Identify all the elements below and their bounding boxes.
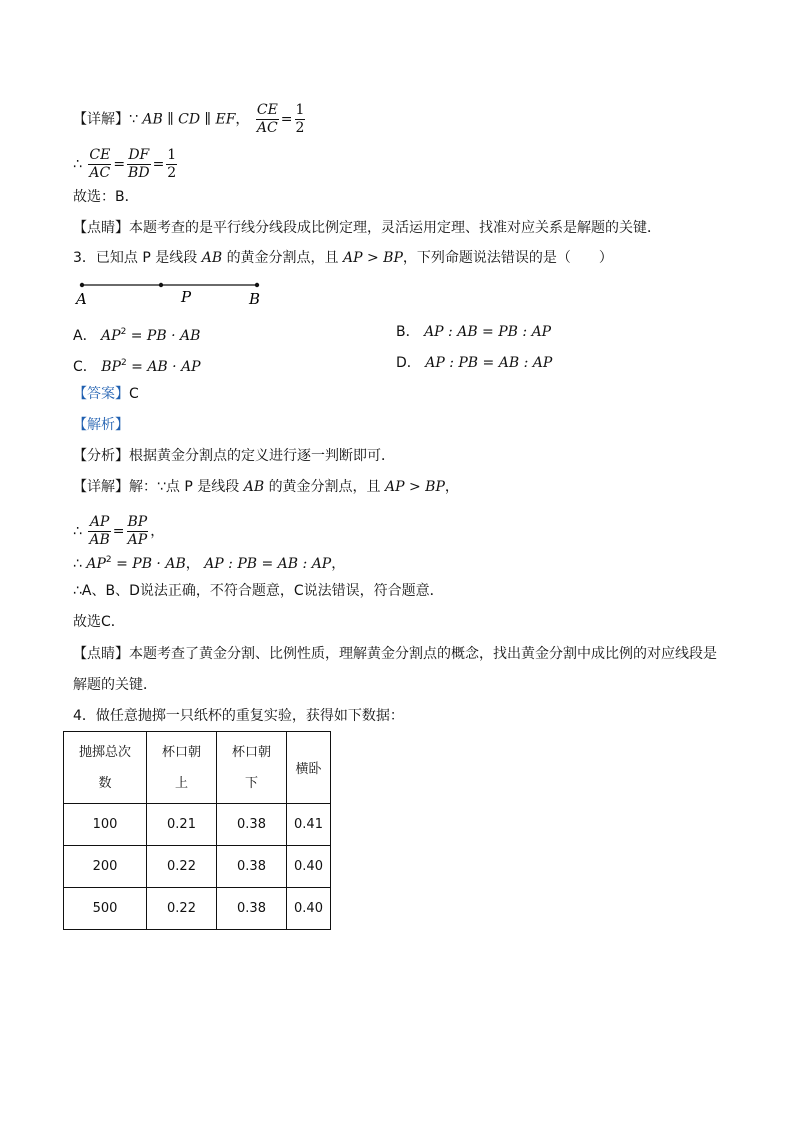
table-cell: 200 [64, 846, 147, 888]
table-row [64, 804, 331, 846]
fraction-half: $\frac{1}{2}$ [167, 147, 177, 181]
fraction-bp-ap: $\frac{BP}{AP}$ [127, 514, 148, 548]
table-cell: 0.38 [217, 888, 287, 930]
analysis-tag: 【解析】 [73, 417, 129, 433]
detail-line-q3: 【详解】解：∵点 P 是线段 AB 的黄金分割点，且 AP > BP， [73, 479, 459, 495]
table-cell: 0.38 [217, 804, 287, 846]
table-cell: 0.21 [147, 804, 217, 846]
question-4-prompt: 4．做任意抛掷一只纸杯的重复实验，获得如下数据： [73, 708, 404, 724]
conclusion-line: ∴A、B、D说法正确，不符合题意，C说法错误，符合题意． [73, 583, 444, 599]
comment-line-1: 【点睛】本题考查的是平行线分线段成比例定理，灵活运用定理、找准对应关系是解题的关键． [73, 220, 661, 236]
table-cell: 0.40 [287, 846, 331, 888]
therefore-line-1: ∴ $\frac{CE}{AC}$ = $\frac{DF}{BD}$ = $\frac{1}{2}$ [73, 147, 177, 181]
point-p [159, 283, 163, 287]
header-mouth-up: 杯口朝 上 [147, 732, 217, 804]
choose-line-2: 故选C． [73, 614, 125, 630]
table-header-row [64, 732, 331, 804]
table-cell: 0.22 [147, 846, 217, 888]
comment-line-2a: 【点睛】本题考查了黄金分割、比例性质，理解黄金分割点的概念，找出黄金分割中成比例的对应线段是 [73, 646, 717, 662]
analysis-line: 【分析】根据黄金分割点的定义进行逐一判断即可． [73, 448, 395, 464]
label-p: P [181, 288, 192, 306]
data-table [63, 731, 331, 930]
table-cell: 0.41 [287, 804, 331, 846]
option-a: A． $AP^2$ = PB · AB [73, 327, 201, 344]
fraction-df-bd: $\frac{DF}{BD}$ [128, 147, 150, 181]
comment-line-2b: 解题的关键． [73, 677, 157, 693]
table-row [64, 888, 331, 930]
answer-line: 【答案】C [73, 386, 139, 402]
option-b: B． AP : AB = PB : AP [396, 324, 552, 340]
table-cell: 500 [64, 888, 147, 930]
option-d: D． AP : PB = AB : AP [396, 355, 553, 371]
detail-tag: 【详解】 [73, 111, 129, 128]
fraction-ce-ac: $\frac{CE}{AC}$ [89, 147, 111, 181]
header-mouth-down: 杯口朝 下 [217, 732, 287, 804]
table-row [64, 846, 331, 888]
table-cell: 0.22 [147, 888, 217, 930]
table-cell: 100 [64, 804, 147, 846]
table-cell: 0.40 [287, 888, 331, 930]
point-b [255, 283, 259, 287]
fraction-ap-ab: $\frac{AP}{AB}$ [89, 514, 110, 548]
option-c: C． $BP^2$ = AB · AP [73, 358, 201, 375]
choose-line-1: 故选：B． [73, 189, 139, 205]
header-total-throws: 抛掷总次 数 [64, 732, 147, 804]
point-a [80, 283, 84, 287]
header-lying: 横卧 [287, 732, 331, 804]
question-3-prompt: 3．已知点 P 是线段 AB 的黄金分割点，且 AP > BP，下列命题说法错误的是（ ） [73, 250, 613, 266]
label-a: A [76, 290, 87, 308]
therefore-equation-line: ∴ $AP^2$ = PB · AB， AP : PB = AB : AP， [73, 555, 346, 572]
label-b: B [249, 290, 261, 308]
fraction-half: $\frac{1}{2}$ [295, 102, 305, 136]
fraction-ce-ac: $\frac{CE}{AC}$ [256, 102, 278, 136]
therefore-fraction-line: ∴ $\frac{AP}{AB}$ = $\frac{BP}{AP}$ ， [73, 514, 165, 548]
table-cell: 0.38 [217, 846, 287, 888]
detail-line-1: 【详解】∵ AB ∥ CD ∥ EF， $\frac{CE}{AC}$ = $\frac{1}{2}$ [73, 102, 305, 136]
segment-figure [72, 276, 272, 310]
